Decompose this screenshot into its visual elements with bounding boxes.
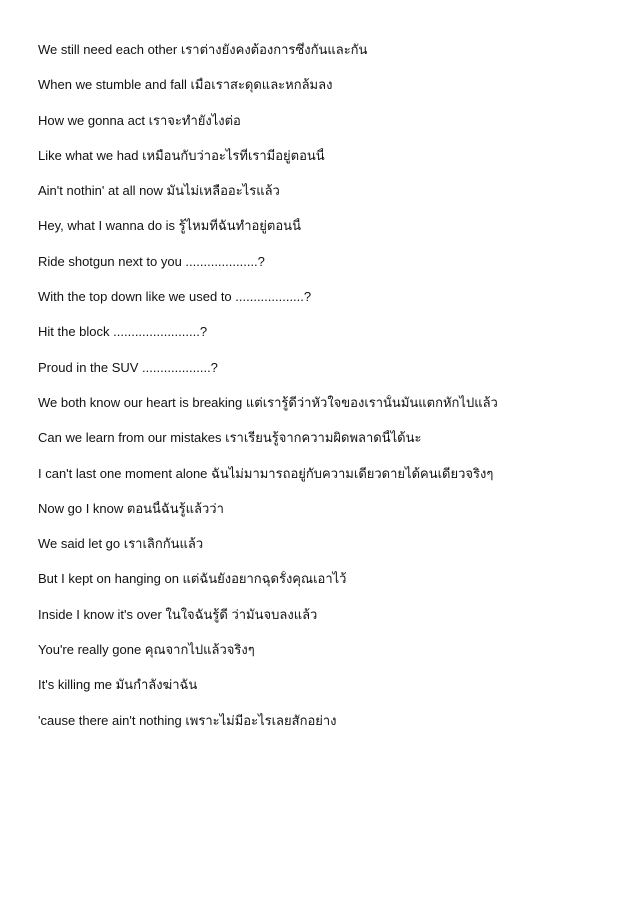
lyric-line: Can we learn from our mistakes เราเรียนรู้จากความผิดพลาดนี้ได้นะ <box>38 430 422 446</box>
lyric-line: Like what we had เหมือนกับว่าอะไรที่เรามีอยู่ตอนนี้ <box>38 147 325 163</box>
lyric-line: With the top down like we used to ...................? <box>38 289 312 305</box>
lyric-line: It's killing me มันกำลังฆ่าฉัน <box>38 677 198 693</box>
lyric-line: Ride shotgun next to you ....................? <box>38 253 265 269</box>
lyric-line: You're really gone คุณจากไปแล้วจริงๆ <box>38 642 255 658</box>
lyric-line: When we stumble and fall เมื่อเราสะดุดและหกล้มลง <box>38 77 333 93</box>
lyric-line: 'cause there ain't nothing เพราะไม่มีอะไรเลยสักอย่าง <box>38 712 337 728</box>
lyric-line: Now go I know ตอนนี้ฉันรู้แล้วว่า <box>38 500 224 516</box>
lyric-line: How we gonna act เราจะทำยังไงต่อ <box>38 112 241 128</box>
lyric-line: We still need each other เราต่างยังคงต้องการซึ่งกันและกัน <box>38 42 368 57</box>
lyric-line: We said let go เราเลิกกันแล้ว <box>38 536 204 552</box>
lyric-line: Hit the block ........................? <box>38 324 208 340</box>
lyric-line: Proud in the SUV ...................? <box>38 359 218 375</box>
lyric-line: We both know our heart is breaking แต่เรารู้ดีว่าหัวใจของเรานั้นมันแตกหักไปแล้ว <box>38 394 498 410</box>
lyric-line: But I kept on hanging on แต่ฉันยังอยากฉุดรั้งคุณเอาไว้ <box>38 571 347 587</box>
lyric-line: Ain't nothin' at all now มันไม่เหลืออะไรแล้ว <box>38 183 280 199</box>
lyrics-list <box>38 42 618 748</box>
lyric-line: Hey, what I wanna do is รู้ไหมที่ฉันทำอยู่ตอนนี้ <box>38 218 301 234</box>
lyric-line: Inside I know it's over ในใจฉันรู้ดี ว่ามันจบลงแล้ว <box>38 606 318 622</box>
lyric-line: I can't last one moment alone ฉันไม่มามารถอยู่กับความเดียวดายได้คนเดียวจริงๆ <box>38 465 494 481</box>
